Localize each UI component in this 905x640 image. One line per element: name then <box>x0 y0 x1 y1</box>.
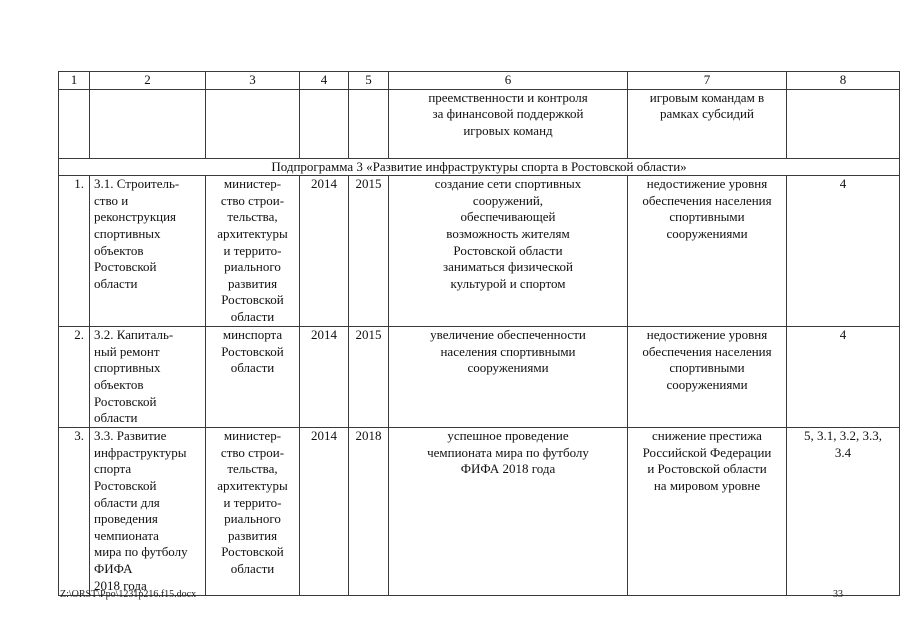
effect-cell: увеличение обеспеченности населения спортивными сооружениями <box>389 327 628 428</box>
end-year: 2018 <box>349 428 389 596</box>
subprogram-title: Подпрограмма 3 «Развитие инфраструктуры спорта в Ростовской области» <box>59 158 900 176</box>
end-year: 2015 <box>349 176 389 327</box>
start-year: 2014 <box>300 428 349 596</box>
effect-cell: создание сети спортивных сооружений, обеспечивающей возможность жителям Ростовской области заниматься физической культурой и спортом <box>389 176 628 327</box>
effect-cell: преемственности и контроля за финансовой поддержкой игровых команд <box>389 89 628 158</box>
end-year: 2015 <box>349 327 389 428</box>
link-cell: 4 <box>787 176 900 327</box>
start-year: 2014 <box>300 176 349 327</box>
column-number: 4 <box>300 72 349 90</box>
risk-cell: недостижение уровня обеспечения населения спортивными сооружениями <box>628 176 787 327</box>
table-row <box>59 176 900 327</box>
table-cell <box>787 89 900 158</box>
column-number: 1 <box>59 72 90 90</box>
table-cell <box>59 89 90 158</box>
row-number: 1. <box>59 176 90 327</box>
table-row <box>59 428 900 596</box>
measures-table <box>58 71 900 596</box>
executor-cell: министер- ство строи- тельства, архитектуры и террито- риального развития Ростовской области <box>206 176 300 327</box>
table-cell <box>90 89 206 158</box>
risk-cell: недостижение уровня обеспечения населения спортивными сооружениями <box>628 327 787 428</box>
measure-name: 3.2. Капиталь- ный ремонт спортивных объектов Ростовской области <box>90 327 206 428</box>
effect-cell: успешное проведение чемпионата мира по футболу ФИФА 2018 года <box>389 428 628 596</box>
row-number: 2. <box>59 327 90 428</box>
column-number: 8 <box>787 72 900 90</box>
row-number: 3. <box>59 428 90 596</box>
column-number: 6 <box>389 72 628 90</box>
column-number: 2 <box>90 72 206 90</box>
executor-cell: минспорта Ростовской области <box>206 327 300 428</box>
link-cell: 4 <box>787 327 900 428</box>
subprogram-row <box>59 158 900 176</box>
start-year: 2014 <box>300 327 349 428</box>
table-cell <box>300 89 349 158</box>
column-number-row <box>59 72 900 90</box>
risk-cell: игровым командам в рамках субсидий <box>628 89 787 158</box>
column-number: 3 <box>206 72 300 90</box>
table-cell <box>349 89 389 158</box>
risk-cell: снижение престижа Российской Федерации и Ростовской области на мировом уровне <box>628 428 787 596</box>
continuation-row <box>59 89 900 158</box>
executor-cell: министер- ство строи- тельства, архитектуры и террито- риального развития Ростовской области <box>206 428 300 596</box>
measure-name: 3.1. Строитель- ство и реконструкция спортивных объектов Ростовской области <box>90 176 206 327</box>
measure-name: 3.3. Развитие инфраструктуры спорта Ростовской области для проведения чемпионата мира по футболу ФИФА 2018 года <box>90 428 206 596</box>
link-cell: 5, 3.1, 3.2, 3.3, 3.4 <box>787 428 900 596</box>
file-path-footer: Z:\ORST\Ppo\1231p216.f15.docx <box>60 589 197 600</box>
page-number: 33 <box>833 589 843 600</box>
table-cell <box>206 89 300 158</box>
column-number: 7 <box>628 72 787 90</box>
column-number: 5 <box>349 72 389 90</box>
table-row <box>59 327 900 428</box>
